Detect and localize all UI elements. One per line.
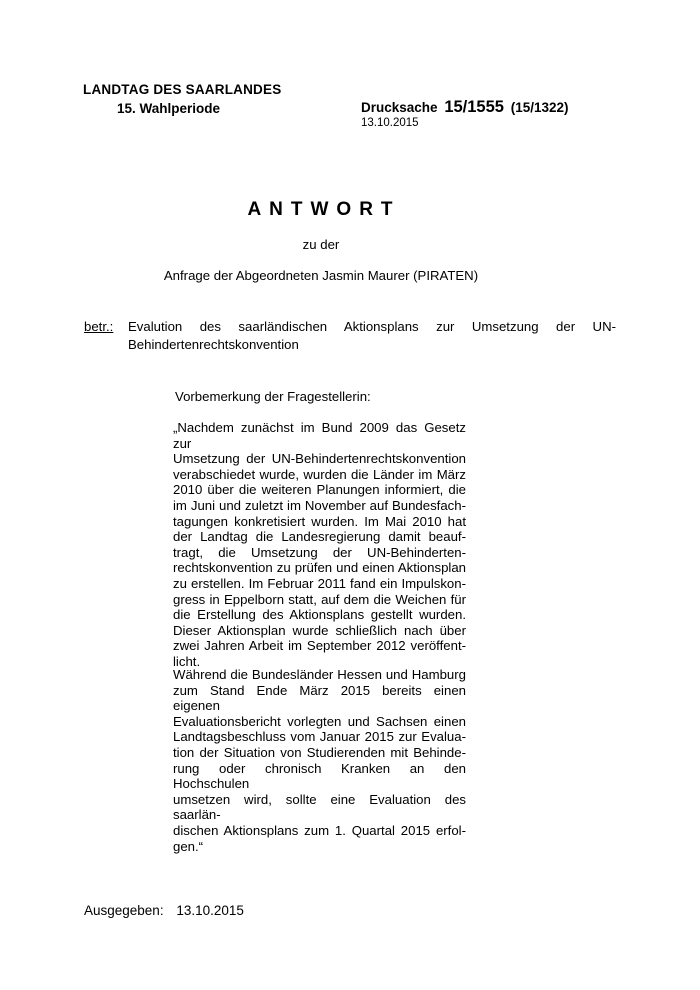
issued-date: 13.10.2015 [176,903,244,918]
text-line: verabschiedet wurde, wurden die Länder im März [173,466,466,482]
text-line: tagungen konkretisiert wurden. Im Mai 2010 hat [173,513,466,529]
text-line: Evalution des saarländischen Aktionsplans zur Umsetzung der UN- [128,319,616,334]
body-paragraph-2 [173,667,466,854]
issued-line [84,903,244,918]
text-line: zum Stand Ende März 2015 bereits einen eigenen [173,682,466,714]
text-line: tion der Situation von Studierenden mit Behinde- [173,744,466,760]
subject-section [84,318,616,353]
text-line: zwei Jahren Arbeit im September 2012 veröffent- [173,638,466,654]
text-line: 2010 über die weiteren Planungen informiert, die [173,482,466,498]
request-line: Anfrage der Abgeordneten Jasmin Maurer (PIRATEN) [163,268,479,283]
text-line: Behindertenrechtskonvention [128,336,299,352]
text-line: Evaluationsbericht vorlegten und Sachsen einen [173,713,466,729]
text-line: Landtagsbeschluss vom Januar 2015 zur Evalua- [173,729,466,745]
text-line: gress in Eppelborn statt, auf dem die Weichen für [173,591,466,607]
text-line: Dieser Aktionsplan wurde schließlich nach über [173,622,466,638]
text-line: dischen Aktionsplans zum 1. Quartal 2015 erfol- [173,822,466,838]
text-line: im Juni und zuletzt im November auf Bundesfach- [173,497,466,513]
reference-number: (15/1322) [510,100,569,115]
text-line: umsetzen wird, sollte eine Evaluation des saarlän- [173,791,466,823]
document-number-line [361,98,569,117]
document-title: ANTWORT [247,199,401,220]
drucksache-label: Drucksache [361,100,438,115]
document-number: 15/1555 [444,98,504,116]
subject-text [128,318,616,353]
text-line: die Erstellung des Aktionsplans gestellt wurden. [173,607,466,623]
text-line: zu erstellen. Im Februar 2011 fand ein Impulskon- [173,575,466,591]
text-line: Während die Bundesländer Hessen und Hamburg [173,667,466,682]
text-line: gen.“ [173,838,204,854]
subject-label: betr.: [84,319,114,334]
text-line: der Landtag die Landesregierung damit beauf- [173,529,466,545]
text-line: tragt, die Umsetzung der UN-Behinderten- [173,544,466,560]
legislative-period: 15. Wahlperiode [117,101,221,116]
body-paragraph-1 [173,420,466,670]
issued-label: Ausgegeben: [84,903,164,918]
text-line: rung oder chronisch Kranken an den Hochschulen [173,760,466,792]
issuing-body: LANDTAG DES SAARLANDES [83,82,282,97]
text-line: Umsetzung der UN-Behindertenrechtskonvention [173,451,466,467]
text-line: rechtskonvention zu prüfen und einen Aktionsplan [173,560,466,576]
preliminary-remark-heading: Vorbemerkung der Fragestellerin: [175,389,371,404]
title-connector: zu der [302,237,340,252]
document-date: 13.10.2015 [361,117,419,129]
text-line: „Nachdem zunächst im Bund 2009 das Gesetz zur [173,420,466,451]
text-line: licht. [173,653,201,669]
